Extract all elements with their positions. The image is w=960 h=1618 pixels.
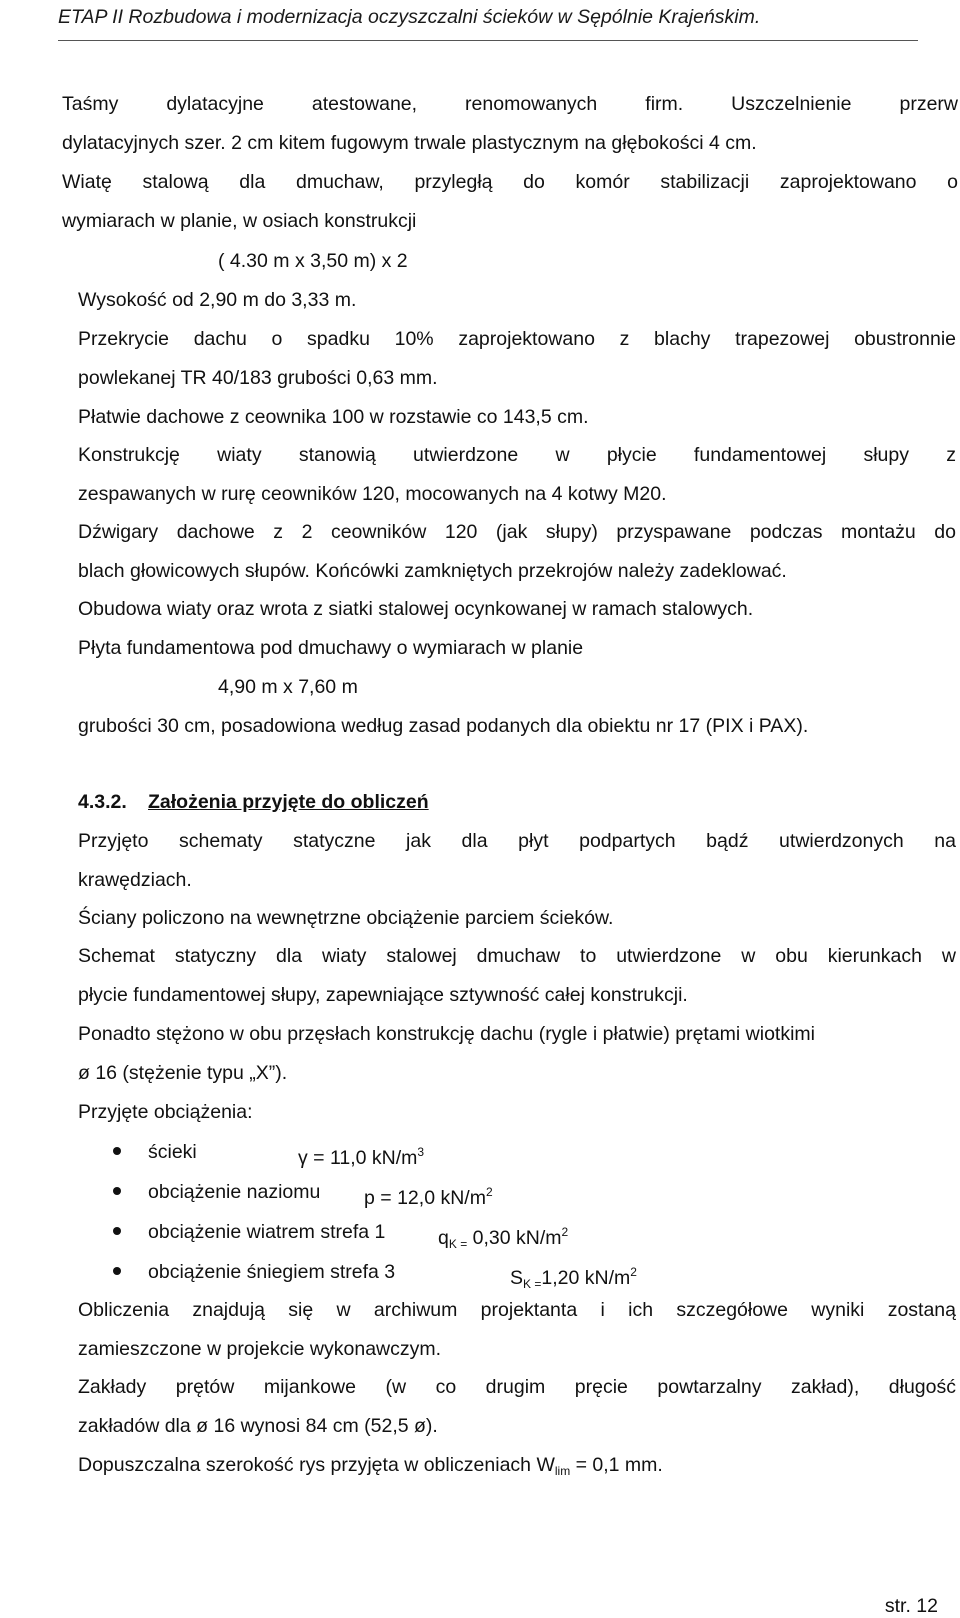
structure-line2: zespawanych w rurę ceowników 120, mocowanych na 4 kotwy M20. xyxy=(78,483,667,505)
intro-p2-line1: Wiatę stalową dla dmuchaw, przyległą do komór stabilizacji zaprojektowano o xyxy=(62,171,958,193)
loads-title: Przyjęte obciążenia: xyxy=(78,1101,253,1123)
crack-width: Dopuszczalna szerokość rys przyjęta w obliczeniach $W_{lim} = 0,1$ mm. xyxy=(78,1454,663,1478)
bullet-icon xyxy=(113,1187,121,1195)
laps-line2: zakładów dla ø 16 wynosi 84 cm (52,5 ø). xyxy=(78,1415,438,1437)
slab-line1: Płyta fundamentowa pod dmuchawy o wymiarach w planie xyxy=(78,637,584,659)
schemes-line1: Przyjęto schematy statyczne jak dla płyt podpartych bądź utwierdzonych na xyxy=(78,830,956,852)
roof-line2: powlekanej TR 40/183 grubości 0,63 mm. xyxy=(78,367,438,389)
roof-line1: Przekrycie dachu o spadku 10% zaprojektowano z blachy trapezowej obustronnie xyxy=(78,328,956,350)
static-line2: płycie fundamentowej słupy, zapewniające sztywność całej konstrukcji. xyxy=(78,984,688,1006)
calc-line1: Obliczenia znajdują się w archiwum projektanta i ich szczegółowe wyniki zostaną xyxy=(78,1299,956,1321)
girders-line2: blach głowicowych słupów. Końcówki zamkniętych przekrojów należy zadeklować. xyxy=(78,560,787,582)
load-label: obciążenie wiatrem strefa 1 xyxy=(148,1221,386,1243)
load-label: obciążenie naziomu xyxy=(148,1181,321,1203)
bracing-line1: Ponadto stężono w obu przęsłach konstrukcję dachu (rygle i płatwie) prętami wiotkimi xyxy=(78,1023,816,1045)
girders-line1: Dźwigary dachowe z 2 ceowników 120 (jak słupy) przyspawane podczas montażu do xyxy=(78,521,956,543)
bullet-icon xyxy=(113,1267,121,1275)
wiata-height: Wysokość od 2,90 m do 3,33 m. xyxy=(78,289,357,311)
load-value: $q_{K =}$ 0,30 $kN/m^2$ xyxy=(438,1225,569,1251)
section-number: 4.3.2. xyxy=(78,791,127,813)
page-number: str. 12 xyxy=(884,1595,938,1617)
load-label: ścieki xyxy=(148,1141,197,1163)
laps-line1: Zakłady prętów mijankowe (w co drugim pręcie powtarzalny zakład), długość xyxy=(78,1376,956,1398)
slab-dimensions: 4,90 m x 7,60 m xyxy=(218,676,358,698)
section-title: Założenia przyjęte do obliczeń xyxy=(148,791,429,813)
intro-p1-line2: dylatacyjnych szer. 2 cm kitem fugowym trwale plastycznym na głębokości 4 cm. xyxy=(62,132,757,154)
static-line1: Schemat statyczny dla wiaty stalowej dmuchaw to utwierdzone w obu kierunkach w xyxy=(78,945,956,967)
walls: Ściany policzono na wewnętrzne obciążenie parciem ścieków. xyxy=(78,907,614,929)
bracing-line2: ø 16 (stężenie typu „X”). xyxy=(78,1062,288,1084)
calc-line2: zamieszczone w projekcie wykonawczym. xyxy=(78,1338,442,1360)
load-value: p = 12,0 $kN/m^2$ xyxy=(364,1185,493,1209)
bullet-icon xyxy=(113,1227,121,1235)
load-value: γ = 11,0 $kN/m^3$ xyxy=(298,1145,425,1169)
header-title: ETAP II Rozbudowa i modernizacja oczyszczalni ścieków w Sępólnie Krajeńskim. xyxy=(58,6,761,28)
enclosure: Obudowa wiaty oraz wrota z siatki stalowej ocynkowanej w ramach stalowych. xyxy=(78,598,754,620)
intro-p1-line1: Taśmy dylatacyjne atestowane, renomowanych firm. Uszczelnienie przerw xyxy=(62,93,958,115)
purlins: Płatwie dachowe z ceownika 100 w rozstawie co 143,5 cm. xyxy=(78,406,589,428)
intro-p2-line2: wymiarach w planie, w osiach konstrukcji xyxy=(62,210,417,232)
bullet-icon xyxy=(113,1147,121,1155)
schemes-line2: krawędziach. xyxy=(78,869,192,891)
structure-line1: Konstrukcję wiaty stanowią utwierdzone w płycie fundamentowej słupy z xyxy=(78,444,956,466)
page-header xyxy=(58,0,918,41)
load-value: $S_{K =}1,20$ $kN/m^2$ xyxy=(510,1265,637,1291)
wiata-dimensions: ( 4.30 m x 3,50 m) x 2 xyxy=(218,250,408,272)
load-label: obciążenie śniegiem strefa 3 xyxy=(148,1261,396,1283)
slab-line2: grubości 30 cm, posadowiona według zasad podanych dla obiektu nr 17 (PIX i PAX). xyxy=(78,715,809,737)
